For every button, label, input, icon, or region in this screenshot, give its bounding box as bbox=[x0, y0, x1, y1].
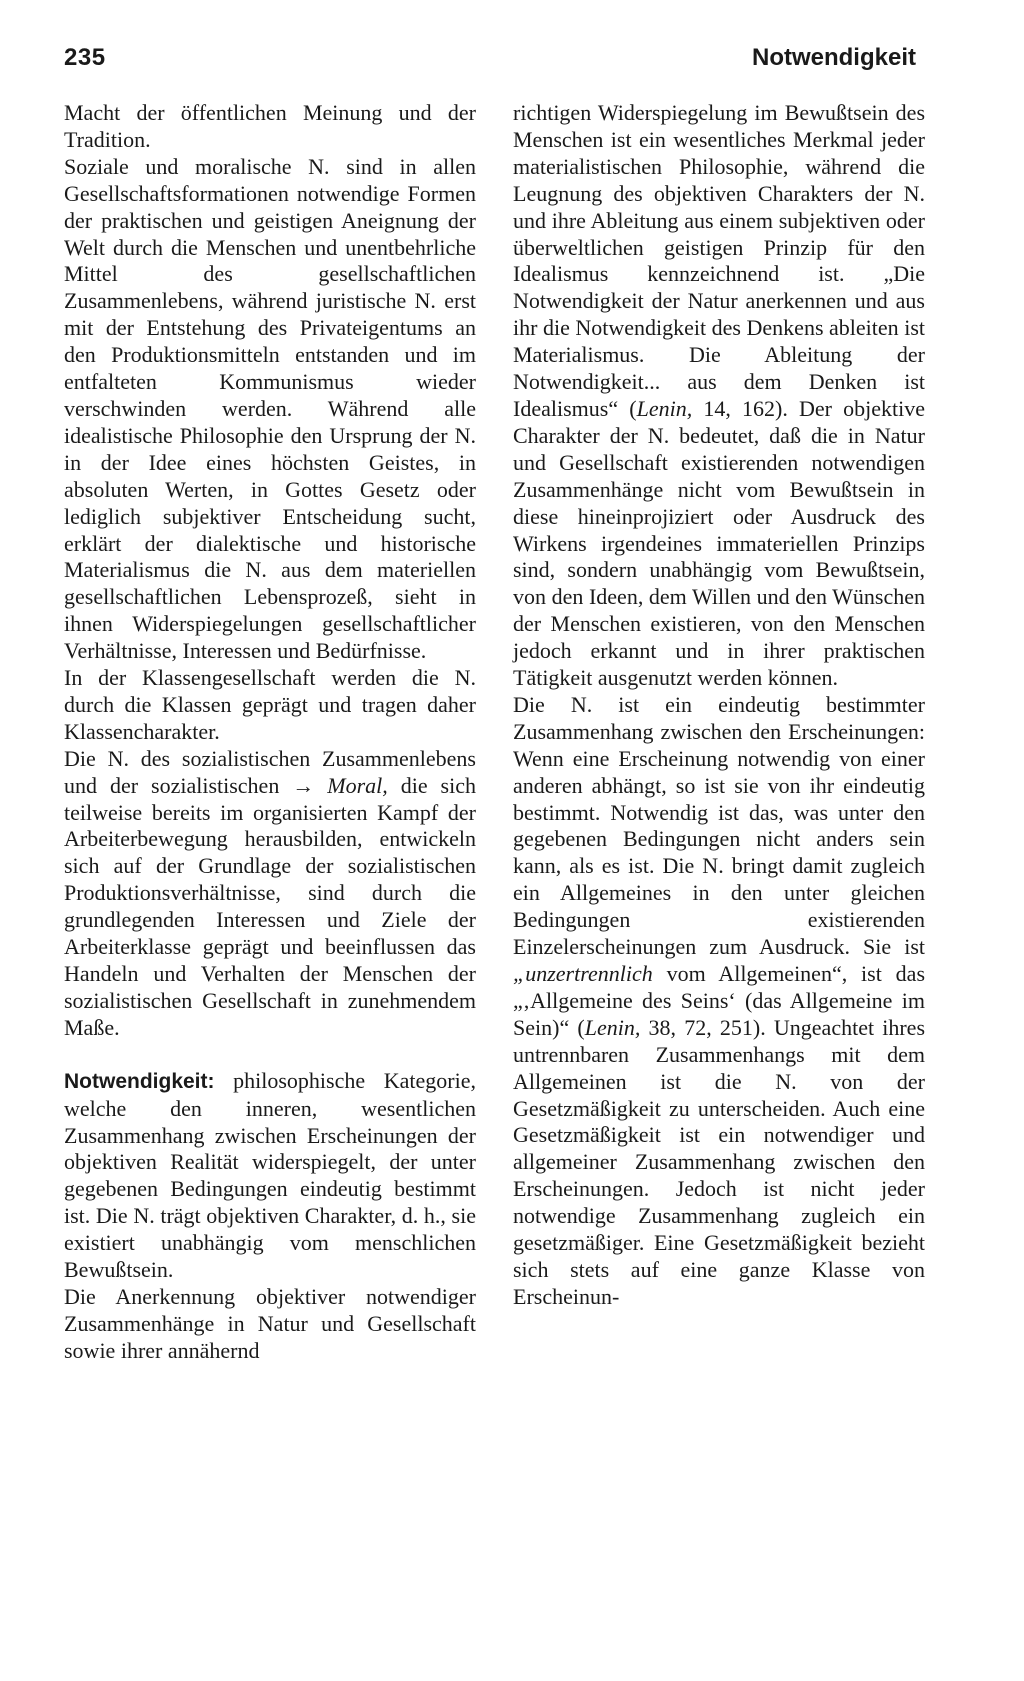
emphasized-quote: „unzertrennlich bbox=[513, 961, 653, 986]
paragraph: Soziale und moralische N. sind in allen Gesellschaftsformationen notwendige Formen der praktischen und geistigen Aneignung der Welt durch die Menschen und unentbehrliche Mittel des gesellschaftlichen Zusammenlebens, während juristische N. erst mit der Entstehung des Privateigentums an den Produktionsmitteln entstanden und im entfalteten Kommunismus wieder verschwinden werden. Während alle idealistische Philosophie den Ursprung der N. in der Idee eines höchsten Geistes, in absoluten Werten, in Gottes Gesetz oder lediglich subjektiver Entscheidung sucht, erklärt der dialektische und historische Materialismus die N. aus dem materiellen gesellschaftlichen Lebensprozeß, sieht in ihnen Widerspiegelungen gesellschaftlicher Verhältnisse, Interessen und Bedürfnisse. bbox=[64, 153, 476, 664]
paragraph bbox=[64, 746, 476, 1042]
text-run: die sich teilweise bereits im organisierten Kampf der Arbeiterbewegung herausbilden, entwickeln sich auf der Grundlage der sozialistischen Produktionsverhältnisse, sind durch die grundlegenden Interessen und Ziele der Arbeiterklasse geprägt und beeinflussen das Handeln und Verhalten der Menschen der sozialistischen Gesellschaft in zunehmendem Maße. bbox=[64, 772, 476, 1040]
entry-lemma: Notwendigkeit: bbox=[64, 1069, 215, 1093]
right-column bbox=[513, 100, 925, 1311]
cross-reference-link[interactable]: Moral, bbox=[327, 772, 388, 798]
entry-separator bbox=[64, 1042, 476, 1068]
text-run: Die N. ist ein eindeutig bestimmter Zusammenhang zwischen den Erscheinungen: Wenn eine Erscheinung notwendig von einer anderen abhängt, so ist sie von ihr eindeutig bestimmt. Notwendig ist das, was unter den gegebenen Bedingungen nicht anders sein kann, als es ist. Die N. bringt damit zugleich ein Allgemeines in den unter gleichen Bedingungen existierenden Einzelerscheinungen zum Ausdruck. Sie ist bbox=[513, 691, 925, 960]
citation-author: Lenin, bbox=[584, 1014, 641, 1040]
text-run: vom Allgemeinen“, ist das „‚Allgemeine des Seins‘ (das Allgemeine im Sein)“ ( bbox=[513, 961, 926, 1040]
paragraph: Die Anerkennung objektiver notwendiger Zusammenhänge in Natur und Gesellschaft sowie ihrer annähernd bbox=[64, 1283, 476, 1363]
entry-definition: philosophische Kategorie, welche den inneren, wesentlichen Zusammenhang zwischen Erscheinungen der objektiven Realität widerspiegelt, der unter gegebenen Bedingungen eindeutig bestimmt ist. Die N. trägt objektiven Charakter, d. h., sie existiert unabhängig vom menschlichen Bewußtsein. bbox=[64, 1067, 476, 1283]
text-run: richtigen Widerspiegelung im Bewußtsein des Menschen ist ein wesentliches Merkmal jeder materialistischen Philosophie, während die Leugnung des objektiven Charakters der N. und ihre Ableitung aus einem subjektiven oder überweltlichen geistigen Prinzip für den Idealismus kennzeichnend ist. „Die Notwendigkeit der Natur anerkennen und aus ihr die Notwendigkeit des Denkens ableiten ist Materialismus. Die Ableitung der Notwendigkeit... aus dem Denken ist Idealismus“ ( bbox=[513, 100, 925, 421]
text-run: 14, 162). Der objektive Charakter der N. bedeutet, daß die in Natur und Gesellschaft existierenden notwendigen Zusammenhänge nicht vom Bewußtsein in diese hineinprojiziert oder Ausdruck des Wirkens irgendeines immateriellen Prinzips sind, sondern unabhängig vom Bewußtsein, von den Ideen, dem Willen und den Wünschen der Menschen existieren, von den Menschen jedoch erkannt und in ihrer praktischen Tätigkeit ausgenutzt werden können. bbox=[513, 395, 926, 691]
paragraph bbox=[513, 100, 925, 692]
running-head: Notwendigkeit bbox=[751, 44, 916, 71]
dictionary-entry bbox=[64, 1068, 476, 1284]
text-run: 38, 72, 251). Ungeachtet ihres untrennbaren Zusammenhangs mit dem Allgemeinen ist die N. von der Gesetzmäßigkeit zu unterscheiden. Auch eine Gesetzmäßigkeit ist ein notwendiger und allgemeiner Zusammenhang zwischen den Erscheinungen. Jedoch ist nicht jeder notwendige Zusammenhang zugleich ein gesetzmäßiger. Eine Gesetzmäßigkeit bezieht sich stets auf eine ganze Klasse von Erscheinun- bbox=[513, 1014, 926, 1309]
text-run: Die N. des sozialistischen Zusammenlebens und der sozialistischen → bbox=[64, 745, 476, 798]
page-number: 235 bbox=[64, 44, 106, 71]
paragraph bbox=[513, 692, 925, 1311]
paragraph: In der Klassengesellschaft werden die N. durch die Klassen geprägt und tragen daher Klassencharakter. bbox=[64, 665, 476, 744]
citation-author: Lenin, bbox=[636, 395, 693, 421]
left-column bbox=[64, 100, 476, 1365]
paragraph: Macht der öffentlichen Meinung und der Tradition. bbox=[64, 100, 476, 152]
